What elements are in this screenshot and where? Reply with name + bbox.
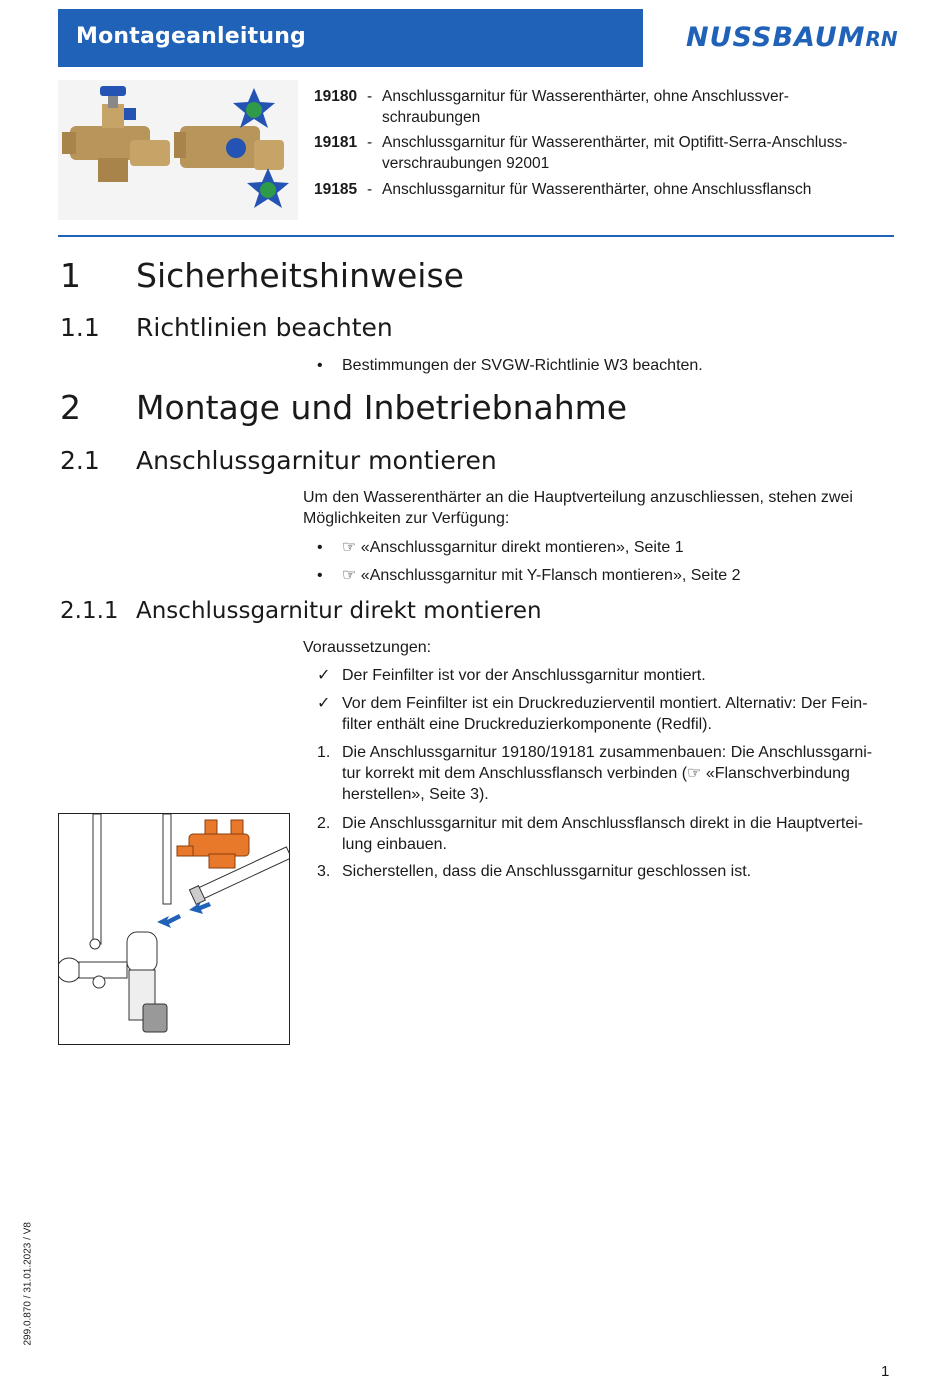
nussbaum-logo	[686, 22, 898, 53]
header-bar	[58, 9, 643, 67]
prerequisites-label: Voraussetzungen:	[303, 639, 432, 656]
heading-text: Sicherheitshinweise	[136, 256, 464, 295]
cross-reference-link[interactable]: ☞ «Anschlussgarnitur mit Y-Flansch montieren», Seite 2	[342, 567, 741, 584]
document-type-title: Montageanleitung	[76, 24, 306, 49]
check-icon: ✓	[317, 667, 331, 684]
step-number: 1.	[317, 744, 331, 761]
product-description: Anschlussgarnitur für Wasserenthärter, ohne Anschlussflansch	[382, 181, 812, 198]
heading-text: Anschlussgarnitur direkt montieren	[136, 598, 542, 624]
product-code: 19181	[314, 134, 358, 151]
logo-suffix-text: RN	[865, 27, 898, 51]
step-text: Sicherstellen, dass die Anschlussgarnitur geschlossen ist.	[342, 863, 752, 880]
product-dash: -	[367, 88, 373, 105]
heading-number: 2	[60, 388, 81, 427]
heading-number: 2.1.1	[60, 598, 119, 624]
heading-text: Montage und Inbetriebnahme	[136, 388, 628, 427]
product-photo	[58, 80, 298, 220]
document-id-text: 299.0.870 / 31.01.2023 / V8	[22, 1222, 34, 1346]
header-divider	[58, 235, 894, 237]
heading-number: 1.1	[60, 313, 100, 342]
logo-main-text: NUSSBAUM	[686, 22, 866, 53]
product-dash: -	[367, 134, 373, 151]
page-number: 1	[881, 1363, 890, 1380]
product-code: 19180	[314, 88, 358, 105]
heading-text: Richtlinien beachten	[136, 313, 393, 342]
bullet-mark: •	[317, 567, 323, 584]
step-text: Die Anschlussgarnitur mit dem Anschlussflansch direkt in die Hauptvertei- lung einbauen.	[342, 815, 864, 853]
bullet-mark: •	[317, 539, 323, 556]
heading-number: 1	[60, 256, 81, 295]
product-description: Anschlussgarnitur für Wasserenthärter, mit Optifitt-Serra-Anschluss- verschraubungen 92001	[382, 134, 848, 172]
bullet-mark: •	[317, 357, 323, 374]
installation-illustration	[58, 813, 290, 1045]
step-text: Die Anschlussgarnitur 19180/19181 zusammenbauen: Die Anschlussgarni- tur korrekt mit dem Anschlussflansch verbinden (☞ «Flanschverbindung herstellen», Seite 3).	[342, 744, 873, 803]
document-id	[18, 1222, 38, 1350]
heading-number: 2.1	[60, 446, 100, 475]
prerequisite-text: Der Feinfilter ist vor der Anschlussgarnitur montiert.	[342, 667, 706, 684]
step-number: 2.	[317, 815, 331, 832]
cross-reference-link[interactable]: ☞ «Anschlussgarnitur direkt montieren», Seite 1	[342, 539, 684, 556]
intro-paragraph: Um den Wasserenthärter an die Hauptverteilung anzuschliessen, stehen zwei Möglichkeiten zur Verfügung:	[303, 489, 853, 527]
check-icon: ✓	[317, 695, 331, 712]
product-code: 19185	[314, 181, 358, 198]
step-number: 3.	[317, 863, 331, 880]
product-dash: -	[367, 181, 373, 198]
prerequisite-text: Vor dem Feinfilter ist ein Druckreduzierventil montiert. Alternativ: Der Fein- filter enthält eine Druckreduzierkomponente (Redfil).	[342, 695, 868, 733]
product-description: Anschlussgarnitur für Wasserenthärter, ohne Anschlussver- schraubungen	[382, 88, 789, 126]
list-item-text: Bestimmungen der SVGW-Richtlinie W3 beachten.	[342, 357, 703, 374]
heading-text: Anschlussgarnitur montieren	[136, 446, 497, 475]
